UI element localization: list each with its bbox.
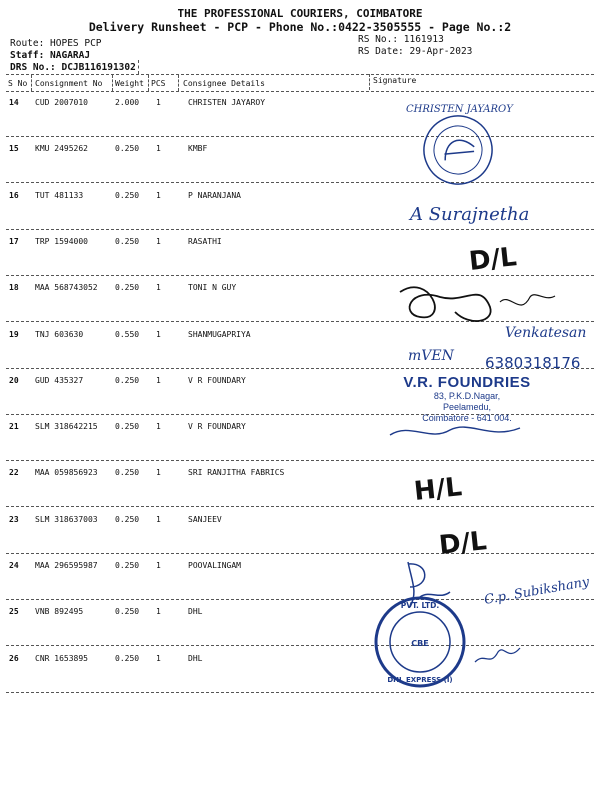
meta-divider [138,60,139,74]
row-consignment: KMU 2495262 [35,144,88,154]
row-weight: 0.250 [115,236,140,246]
route-label: Route: HOPES PCP [10,38,102,49]
row-sno: 21 [9,422,19,432]
signature-area [370,92,600,792]
row-consignee: P NARANJANA [188,190,241,200]
company-name: THE PROFESSIONAL COURIERS, COIMBATORE [177,7,423,20]
row-consignment: SLM 318642215 [35,422,98,432]
signature-row19-phone: 6380318176 [485,354,581,372]
row-consignee: CHRISTEN JAYAROY [188,98,266,107]
row-consignment: TRP 1594000 [35,236,88,246]
row-consignee: SRI RANJITHA FABRICS [188,468,285,478]
row-weight: 0.250 [115,653,140,663]
vr-foundries-stamp [382,374,552,424]
row-weight: 0.250 [115,561,140,570]
dhl-stamp-center: CBE [411,639,429,648]
row-pcs: 1 [156,468,161,478]
signature-row17: D/L [467,242,519,277]
signature-row18 [400,287,491,321]
col-weight: Weight [115,79,144,88]
row-pcs: 1 [156,190,161,200]
row-pcs: 1 [156,514,161,524]
row-consignee: POOVALINGAM [188,561,241,570]
row-consignment: MAA 296595987 [35,561,98,570]
row-weight: 0.250 [115,190,140,200]
rs-number: RS No.: 1161913 [358,34,444,45]
signature-row16: A Surajnetha [410,204,530,225]
row-consignment: CNR 1653895 [35,653,88,663]
row-consignee: V R FOUNDARY [188,422,246,432]
vr-stamp-line2: Peelamedu, [442,402,492,412]
header-top-rule [6,74,594,75]
dhl-stamp [376,598,464,686]
kmbf-stamp [413,105,503,195]
row-pcs: 1 [156,283,161,293]
dhl-stamp-bottom: DHL EXPRESS (I) [387,676,453,684]
row-consignment: TUT 481133 [35,190,84,200]
row-sno: 26 [9,653,19,663]
row-consignment: TNJ 603630 [35,329,84,339]
col-divider [148,75,149,91]
row-weight: 0.550 [115,329,140,339]
row-pcs: 1 [156,422,161,432]
row-pcs: 1 [156,144,161,154]
row-pcs: 1 [156,561,161,570]
row-weight: 0.250 [115,514,140,524]
row-weight: 0.250 [115,607,140,617]
col-consignee: Consignee Details [183,79,265,88]
row-sno: 14 [9,98,19,107]
col-divider [112,75,113,91]
col-divider [369,74,370,90]
row-consignment: MAA 568743052 [35,283,98,293]
signature-row22: H/L [412,472,464,507]
row-consignment: GUD 435327 [35,375,84,385]
col-signature: Signature [373,76,417,85]
row-pcs: 1 [156,329,161,339]
row-consignment: MAA 059856923 [35,468,98,478]
row-consignee: SHANMUGAPRIYA [188,329,251,339]
row-sno: 24 [9,561,19,570]
row-pcs: 1 [156,375,161,385]
row-pcs: 1 [156,98,161,107]
runsheet-title: Delivery Runsheet - PCP - Phone No.:0422-3505555 - Page No.:2 [88,20,512,34]
row-consignment: VNB 892495 [35,607,84,617]
row-consignment: SLM 318637003 [35,514,98,524]
row-weight: 0.250 [115,283,140,293]
signature-row24: C.p. Subikshany [483,574,591,608]
rs-date: RS Date: 29-Apr-2023 [358,46,473,57]
row-sno: 25 [9,607,19,617]
row-weight: 0.250 [115,422,140,432]
signature-row19-name: Venkatesan [505,325,587,341]
row-sno: 15 [9,144,19,154]
signature-row14: CHRISTEN JAYAROY [406,104,513,115]
row-sno: 17 [9,236,19,246]
row-consignee: TONI N GUY [188,283,237,293]
staff-label: Staff: NAGARAJ [10,50,91,61]
row-consignee: V R FOUNDARY [188,375,246,385]
row-consignee: RASATHI [188,236,222,246]
row-consignment: CUD 2007010 [35,98,88,107]
row-sno: 18 [9,283,19,293]
row-weight: 0.250 [115,375,140,385]
row-sno: 22 [9,468,19,478]
row-sno: 19 [9,329,19,339]
col-pcs: PCS [151,79,166,88]
row-weight: 0.250 [115,468,140,478]
row-consignee: SANJEEV [188,514,222,524]
col-sno: S No [8,79,28,88]
col-divider [178,75,179,91]
signature-row19-initials: mVEN [408,348,454,364]
col-divider [31,75,32,91]
row-sno: 16 [9,190,19,200]
drs-number: DRS No.: DCJB116191302 [10,62,136,73]
signature-row23: D/L [437,526,489,561]
row-sno: 23 [9,514,19,524]
vr-stamp-line3: Coimbatore - 641 004. [422,413,512,423]
row-pcs: 1 [156,653,161,663]
col-consignment: Consignment No [35,79,103,88]
row-pcs: 1 [156,236,161,246]
row-weight: 2.000 [115,98,140,107]
dhl-stamp-top: PVT. LTD. [400,601,440,610]
row-sno: 20 [9,375,19,385]
vr-stamp-line1: 83, P.K.D.Nagar, [433,391,501,401]
row-consignee: DHL [188,607,203,617]
row-consignee: DHL [188,653,203,663]
vr-stamp-title: V.R. FOUNDRIES [403,374,531,391]
row-pcs: 1 [156,607,161,617]
row-weight: 0.250 [115,144,140,154]
row-consignee: KMBF [188,144,208,154]
